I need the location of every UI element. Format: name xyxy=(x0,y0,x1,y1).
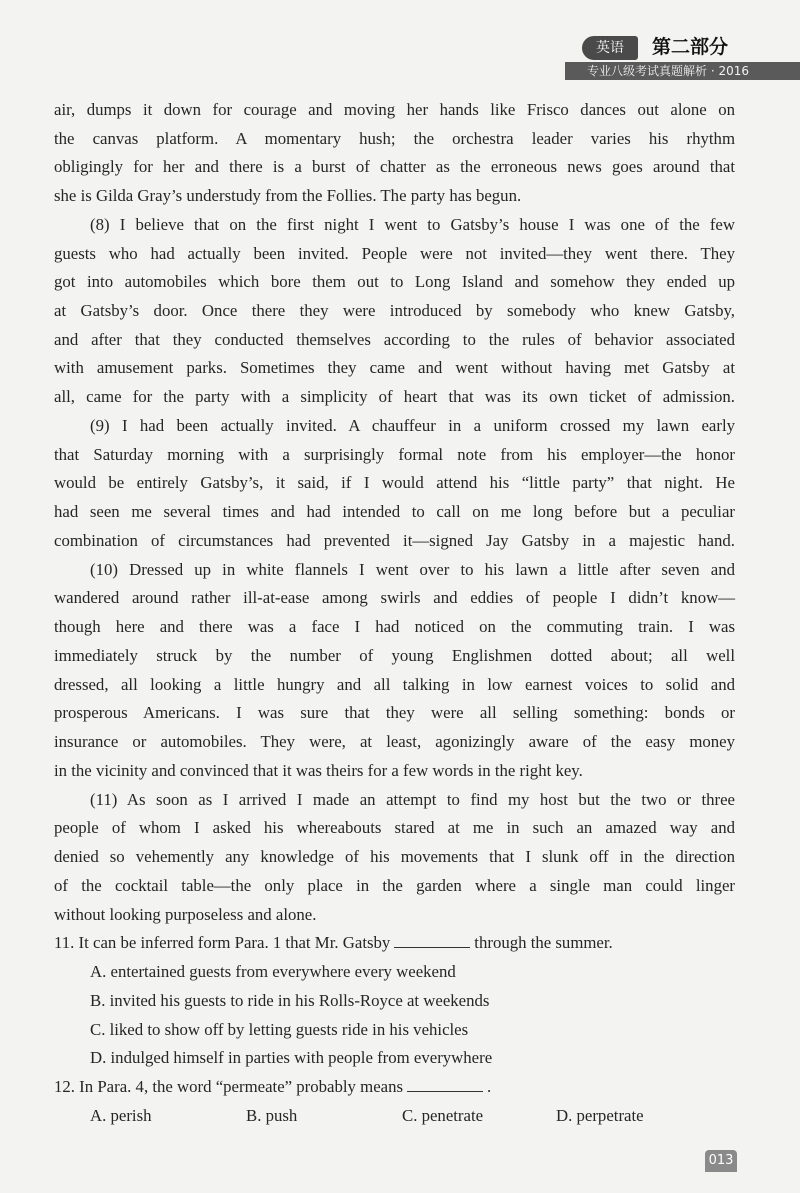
question-stem: 12. In Para. 4, the word “permeate” probably means . xyxy=(54,1072,491,1101)
page-header xyxy=(0,0,800,86)
question-stem: 11. It can be inferred form Para. 1 that Mr. Gatsby through the summer. xyxy=(54,928,613,957)
option-d: D. indulged himself in parties with people from everywhere xyxy=(90,1048,493,1067)
text-line: in the vicinity and convinced that it was theirs for a few words in the right key. xyxy=(54,761,583,780)
text-line: prosperous Americans. I was sure that they were all selling something: bonds or xyxy=(54,703,735,722)
text-line: wandered around rather ill-at-ease among swirls and eddies of people I didn’t know— xyxy=(54,588,735,607)
option-c: C. penetrate xyxy=(402,1106,484,1125)
option-b: B. invited his guests to ride in his Rolls-Royce at weekends xyxy=(90,991,490,1010)
text-line: of the cocktail table—the only place in the garden where a single man could linger xyxy=(54,876,735,895)
option-b: B. push xyxy=(246,1106,298,1125)
text-line: all, came for the party with a simplicity of heart that was its own ticket of admission. xyxy=(54,387,735,406)
text-line: air, dumps it down for courage and moving her hands like Frisco dances out alone on xyxy=(54,100,735,119)
answer-blank xyxy=(394,930,470,948)
text-line: (8) I believe that on the first night I went to Gatsby’s house I was one of the few xyxy=(90,215,735,234)
option-a: A. entertained guests from everywhere every weekend xyxy=(90,962,456,981)
text-line: and after that they conducted themselves according to the rules of behavior associated xyxy=(54,330,735,349)
text-line: without looking purposeless and alone. xyxy=(54,905,317,924)
text-line: with amusement parks. Sometimes they came and went without having met Gatsby at xyxy=(54,358,735,377)
text-line: she is Gilda Gray’s understudy from the Follies. The party has begun. xyxy=(54,186,522,205)
text-line: (10) Dressed up in white flannels I went over to his lawn a little after seven and xyxy=(90,560,735,579)
text-line: obligingly for her and there is a burst of chatter as the erroneous news goes around that xyxy=(54,157,735,176)
text-line: insurance or automobiles. They were, at least, agonizingly aware of the easy money xyxy=(54,732,735,751)
text-line: though here and there was a face I had noticed on the commuting train. I was xyxy=(54,617,735,636)
text-line: dressed, all looking a little hungry and all talking in low earnest voices to solid and xyxy=(54,675,735,694)
option-d: D. perpetrate xyxy=(556,1106,644,1125)
text-line: at Gatsby’s door. Once there they were introduced by somebody who knew Gatsby, xyxy=(54,301,735,320)
text-line: (9) I had been actually invited. A chauffeur in a uniform crossed my lawn early xyxy=(90,416,735,435)
subject-tag: 英语 xyxy=(582,36,638,60)
text-line: would be entirely Gatsby’s, it said, if I would attend his “little party” that night. He xyxy=(54,473,735,492)
text-line: people of whom I asked his whereabouts stared at me in such an amazed way and xyxy=(54,818,735,837)
answer-blank xyxy=(407,1074,483,1092)
text-line: had seen me several times and had intended to call on me long before but a peculiar xyxy=(54,502,735,521)
text-line: denied so vehemently any knowledge of his movements that I slunk off in the direction xyxy=(54,847,735,866)
text-line: (11) As soon as I arrived I made an attempt to find my host but the two or three xyxy=(90,790,735,809)
text-line: combination of circumstances had prevented it—signed Jay Gatsby in a majestic hand. xyxy=(54,531,735,550)
option-c: C. liked to show off by letting guests ride in his vehicles xyxy=(90,1020,469,1039)
text-line: that Saturday morning with a surprisingly formal note from his employer—the honor xyxy=(54,445,735,464)
page-number: 013 xyxy=(705,1150,737,1172)
text-line: immediately struck by the number of young Englishmen dotted about; all well xyxy=(54,646,735,665)
header-band xyxy=(565,62,800,80)
text-line: the canvas platform. A momentary hush; the orchestra leader varies his rhythm xyxy=(54,129,735,148)
book-title: 专业八级考试真题解析 · 2016 xyxy=(587,64,749,78)
option-a: A. perish xyxy=(90,1106,152,1125)
part-title: 第二部分 xyxy=(652,36,729,58)
text-line: guests who had actually been invited. People were not invited—they went there. They xyxy=(54,244,735,263)
text-line: got into automobiles which bore them out to Long Island and somehow they ended up xyxy=(54,272,735,291)
